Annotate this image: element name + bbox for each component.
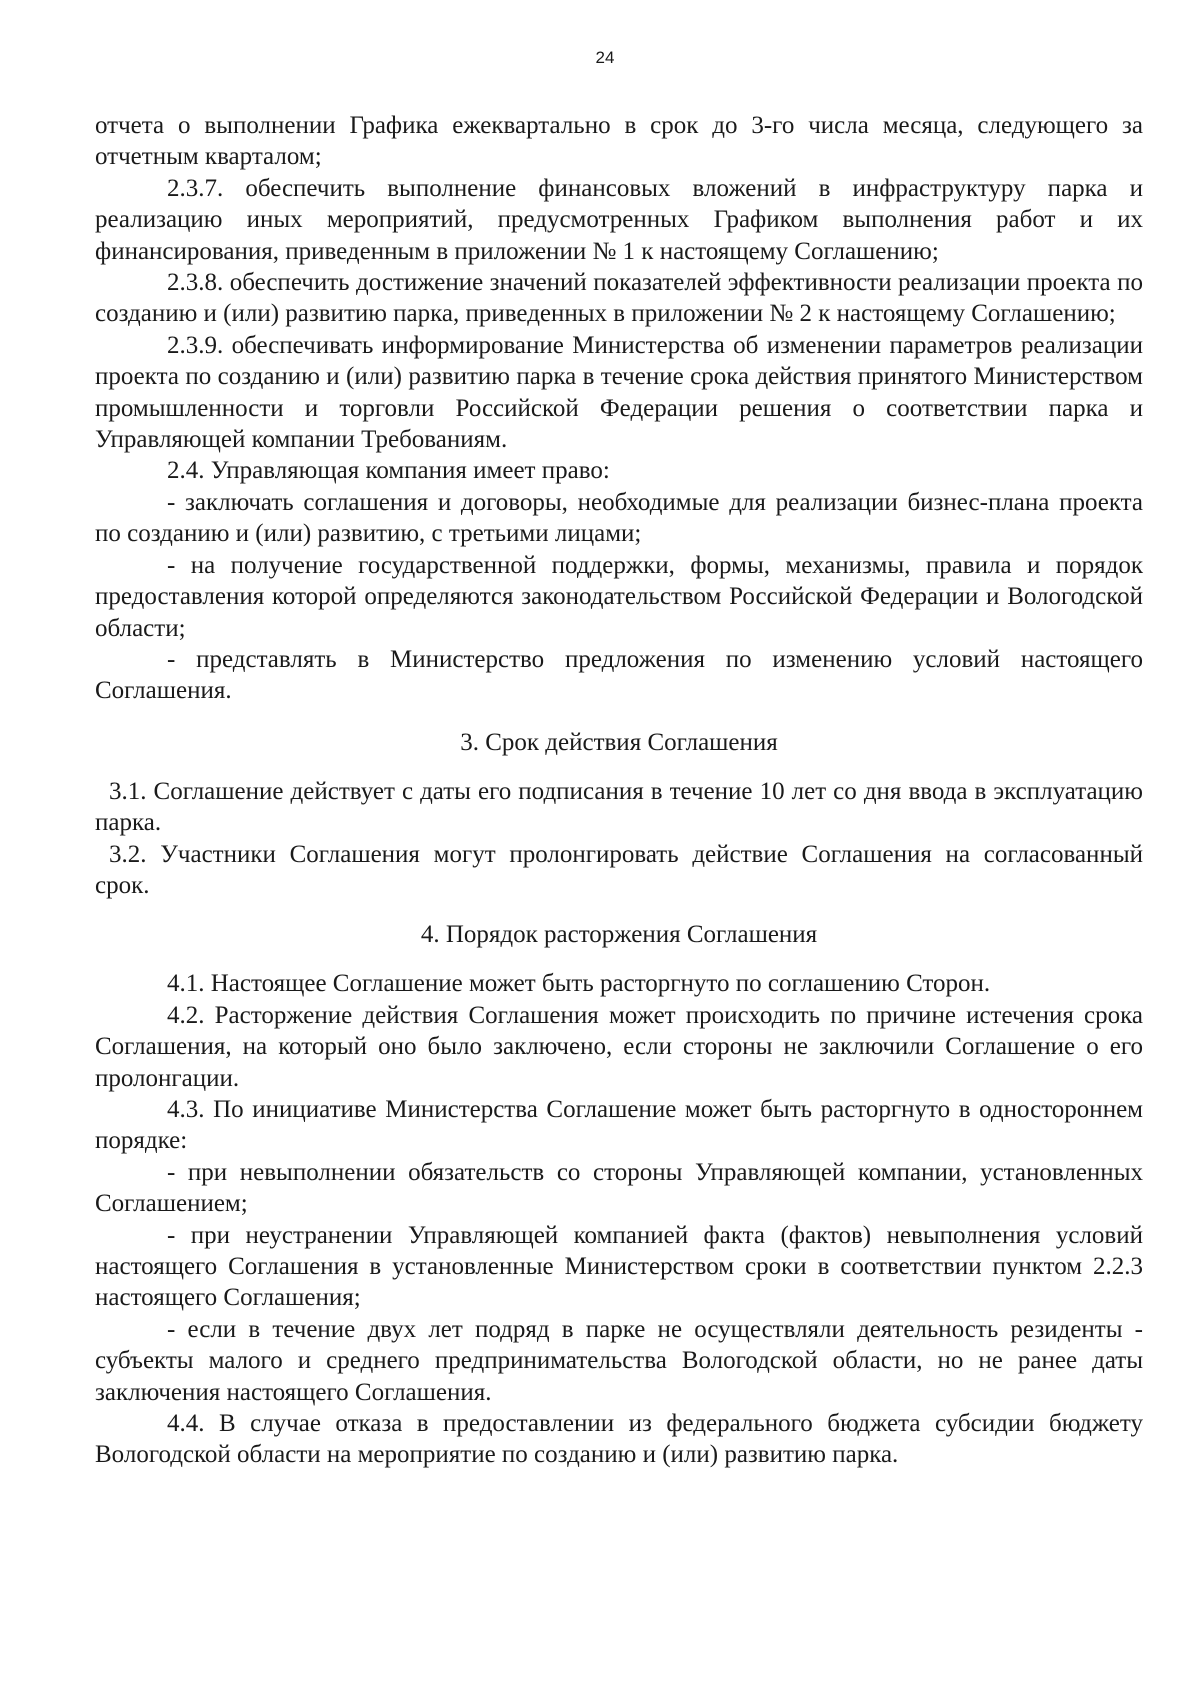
section-3-heading: 3. Срок действия Соглашения — [460, 728, 778, 756]
paragraph-2-3-7: 2.3.7. обеспечить выполнение финансовых вложений в инфраструктуру парка и реализацию иных мероприятий, предусмотренных Графиком выполнения работ и их финансирования, приведенным в приложении № 1 к настоящему Соглашению; — [95, 174, 1143, 265]
paragraph-2-3-8: 2.3.8. обеспечить достижение значений показателей эффективности реализации проекта по созданию и (или) развитию парка, приведенных в приложении № 2 к настоящему Соглашению; — [95, 269, 1143, 328]
page-number: 24 — [595, 48, 615, 67]
list-item-conclude-agreements: - заключать соглашения и договоры, необходимые для реализации бизнес-плана проекта по созданию и (или) развитию, с третьими лицами; — [95, 488, 1143, 548]
section-4-heading: 4. Порядок расторжения Соглашения — [420, 921, 818, 949]
list-item-submit-proposals: - представлять в Министерство предложения по изменению условий настоящего Соглашения. — [95, 645, 1143, 705]
paragraph-4-3: 4.3. По инициативе Министерства Соглашение может быть расторгнуто в одностороннем порядке: — [95, 1095, 1143, 1155]
list-item-no-residents: - если в течение двух лет подряд в парке не осуществляли деятельность резиденты - субъекты малого и среднего предпринимательства Вологодской области, но не ранее даты заключения настоящего Соглашения. — [95, 1315, 1143, 1406]
paragraph-continuation: отчета о выполнении Графика ежеквартально в срок до 3-го числа месяца, следующего за отчетным кварталом; — [95, 112, 1143, 171]
paragraph-3-2: 3.2. Участники Соглашения могут пролонгировать действие Соглашения на согласованный срок. — [95, 840, 1143, 899]
paragraph-2-4: 2.4. Управляющая компания имеет право: — [167, 457, 610, 485]
list-item-non-fulfillment: - при невыполнении обязательств со стороны Управляющей компании, установленных Соглашением; — [95, 1158, 1143, 1218]
paragraph-4-2: 4.2. Расторжение действия Соглашения может происходить по причине истечения срока Соглашения, на который оно было заключено, если стороны не заключили Соглашение о его пролонгации. — [95, 1001, 1143, 1092]
paragraph-4-1: 4.1. Настоящее Соглашение может быть расторгнуто по соглашению Сторон. — [167, 970, 991, 998]
paragraph-4-4: 4.4. В случае отказа в предоставлении из федерального бюджета субсидии бюджету Вологодской области на мероприятие по созданию и (или) развитию парка. — [95, 1410, 1143, 1469]
document-page — [95, 48, 1143, 1471]
paragraph-3-1: 3.1. Соглашение действует с даты его подписания в течение 10 лет со дня ввода в эксплуатацию парка. — [95, 777, 1143, 837]
list-item-state-support: - на получение государственной поддержки, формы, механизмы, правила и порядок предоставления которой определяются законодательством Российской Федерации и Вологодской области; — [95, 551, 1143, 642]
paragraph-2-3-9: 2.3.9. обеспечивать информирование Министерства об изменении параметров реализации проекта по созданию и (или) развитию парка в течение срока действия принятого Министерством промышленности и торговли Российской Федерации решения о соответствии парка и Управляющей компании Требованиям. — [95, 331, 1143, 454]
list-item-non-elimination: - при неустранении Управляющей компанией факта (фактов) невыполнения условий настоящего Соглашения в установленные Министерством сроки в соответствии пунктом 2.2.3 настоящего Соглашения; — [95, 1221, 1143, 1312]
